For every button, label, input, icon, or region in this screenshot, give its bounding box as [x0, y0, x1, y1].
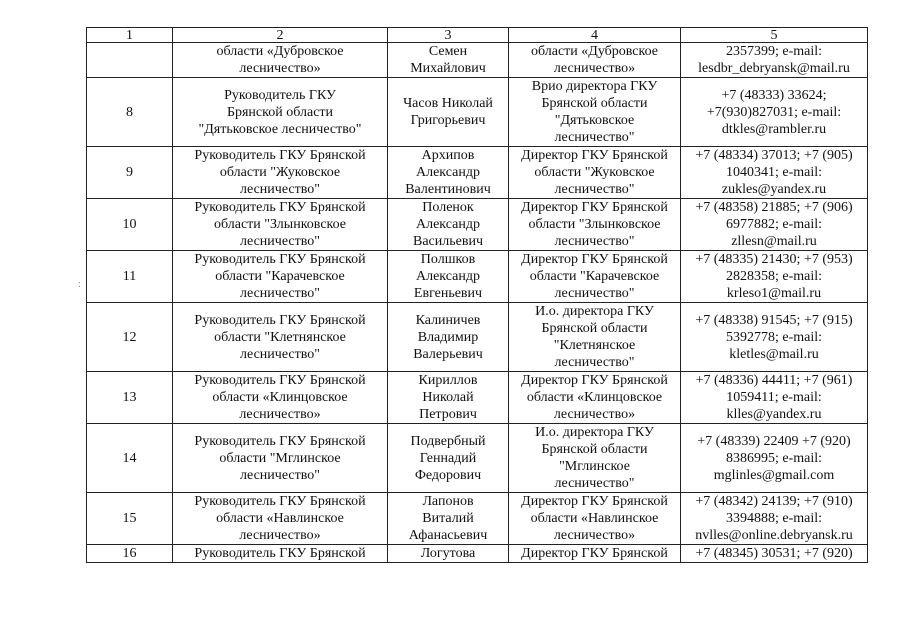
name-cell: Архипов Александр Валентинович	[388, 147, 509, 199]
table-row	[87, 372, 868, 424]
title-cell: Директор ГКУ Брянской области «Навлинское лесничество»	[509, 493, 681, 545]
contacts-cell: +7 (48345) 30531; +7 (920)	[681, 545, 868, 563]
table-row	[87, 545, 868, 563]
position-cell: Руководитель ГКУ Брянской области "Мглинское лесничество"	[173, 424, 388, 493]
position-cell: Руководитель ГКУ Брянской области «Клинцовское лесничество»	[173, 372, 388, 424]
contacts-cell: 2357399; e-mail: lesdbr_debryansk@mail.ru	[681, 43, 868, 78]
title-cell: Врио директора ГКУ Брянской области "Дятьковское лесничество"	[509, 78, 681, 147]
table-row	[87, 78, 868, 147]
table-row	[87, 199, 868, 251]
header-col-2: 2	[173, 28, 388, 43]
table-row	[87, 303, 868, 372]
name-cell: Подвербный Геннадий Федорович	[388, 424, 509, 493]
position-cell: области «Дубровское лесничество»	[173, 43, 388, 78]
name-cell: Калиничев Владимир Валерьевич	[388, 303, 509, 372]
contacts-cell: +7 (48342) 24139; +7 (910) 3394888; e-mail: nvlles@online.debryansk.ru	[681, 493, 868, 545]
contacts-cell: +7 (48338) 91545; +7 (915) 5392778; e-mail: kletles@mail.ru	[681, 303, 868, 372]
position-cell: Руководитель ГКУ Брянской области "Клетнянское лесничество"	[173, 303, 388, 372]
name-cell: Полшков Александр Евгеньевич	[388, 251, 509, 303]
contacts-cell: +7 (48358) 21885; +7 (906) 6977882; e-mail: zllesn@mail.ru	[681, 199, 868, 251]
name-cell: Поленок Александр Васильевич	[388, 199, 509, 251]
contacts-cell: +7 (48334) 37013; +7 (905) 1040341; e-mail: zukles@yandex.ru	[681, 147, 868, 199]
title-cell: Директор ГКУ Брянской области "Злынковское лесничество"	[509, 199, 681, 251]
name-cell: Часов Николай Григорьевич	[388, 78, 509, 147]
table-row	[87, 424, 868, 493]
title-cell: Директор ГКУ Брянской области "Карачевское лесничество"	[509, 251, 681, 303]
name-cell: Семен Михайлович	[388, 43, 509, 78]
contacts-cell: +7 (48335) 21430; +7 (953) 2828358; e-mail: krleso1@mail.ru	[681, 251, 868, 303]
name-cell: Лапонов Виталий Афанасьевич	[388, 493, 509, 545]
title-cell: И.о. директора ГКУ Брянской области "Клетнянское лесничество"	[509, 303, 681, 372]
header-col-3: 3	[388, 28, 509, 43]
row-number: 10	[87, 199, 173, 251]
row-number: 13	[87, 372, 173, 424]
position-cell: Руководитель ГКУ Брянской области "Карачевское лесничество"	[173, 251, 388, 303]
row-number: 14	[87, 424, 173, 493]
position-cell: Руководитель ГКУ Брянской области «Навлинское лесничество»	[173, 493, 388, 545]
title-cell: Директор ГКУ Брянской	[509, 545, 681, 563]
contacts-cell: +7 (48333) 33624; +7(930)827031; e-mail: dtkles@rambler.ru	[681, 78, 868, 147]
header-col-4: 4	[509, 28, 681, 43]
header-col-5: 5	[681, 28, 868, 43]
position-cell: Руководитель ГКУ Брянской	[173, 545, 388, 563]
row-number: 16	[87, 545, 173, 563]
title-cell: области «Дубровское лесничество»	[509, 43, 681, 78]
row-number: 15	[87, 493, 173, 545]
position-cell: Руководитель ГКУ Брянской области "Злынковское лесничество"	[173, 199, 388, 251]
row-number	[87, 43, 173, 78]
row-number: 9	[87, 147, 173, 199]
position-cell: Руководитель ГКУ Брянской области "Жуковское лесничество"	[173, 147, 388, 199]
title-cell: Директор ГКУ Брянской области "Жуковское лесничество"	[509, 147, 681, 199]
table-row	[87, 43, 868, 78]
name-cell: Логутова	[388, 545, 509, 563]
contacts-cell: +7 (48336) 44411; +7 (961) 1059411; e-mail: klles@yandex.ru	[681, 372, 868, 424]
header-col-1: 1	[87, 28, 173, 43]
title-cell: И.о. директора ГКУ Брянской области "Мглинское лесничество"	[509, 424, 681, 493]
name-cell: Кириллов Николай Петрович	[388, 372, 509, 424]
header-row	[87, 28, 868, 43]
table-row	[87, 493, 868, 545]
contacts-cell: +7 (48339) 22409 +7 (920) 8386995; e-mail: mglinles@gmail.com	[681, 424, 868, 493]
margin-mark: :	[78, 279, 81, 290]
row-number: 8	[87, 78, 173, 147]
position-cell: Руководитель ГКУ Брянской области "Дятьковское лесничество"	[173, 78, 388, 147]
table-row	[87, 251, 868, 303]
row-number: 11	[87, 251, 173, 303]
row-number: 12	[87, 303, 173, 372]
table-row	[87, 147, 868, 199]
contacts-table	[86, 27, 868, 563]
title-cell: Директор ГКУ Брянской области «Клинцовское лесничество»	[509, 372, 681, 424]
